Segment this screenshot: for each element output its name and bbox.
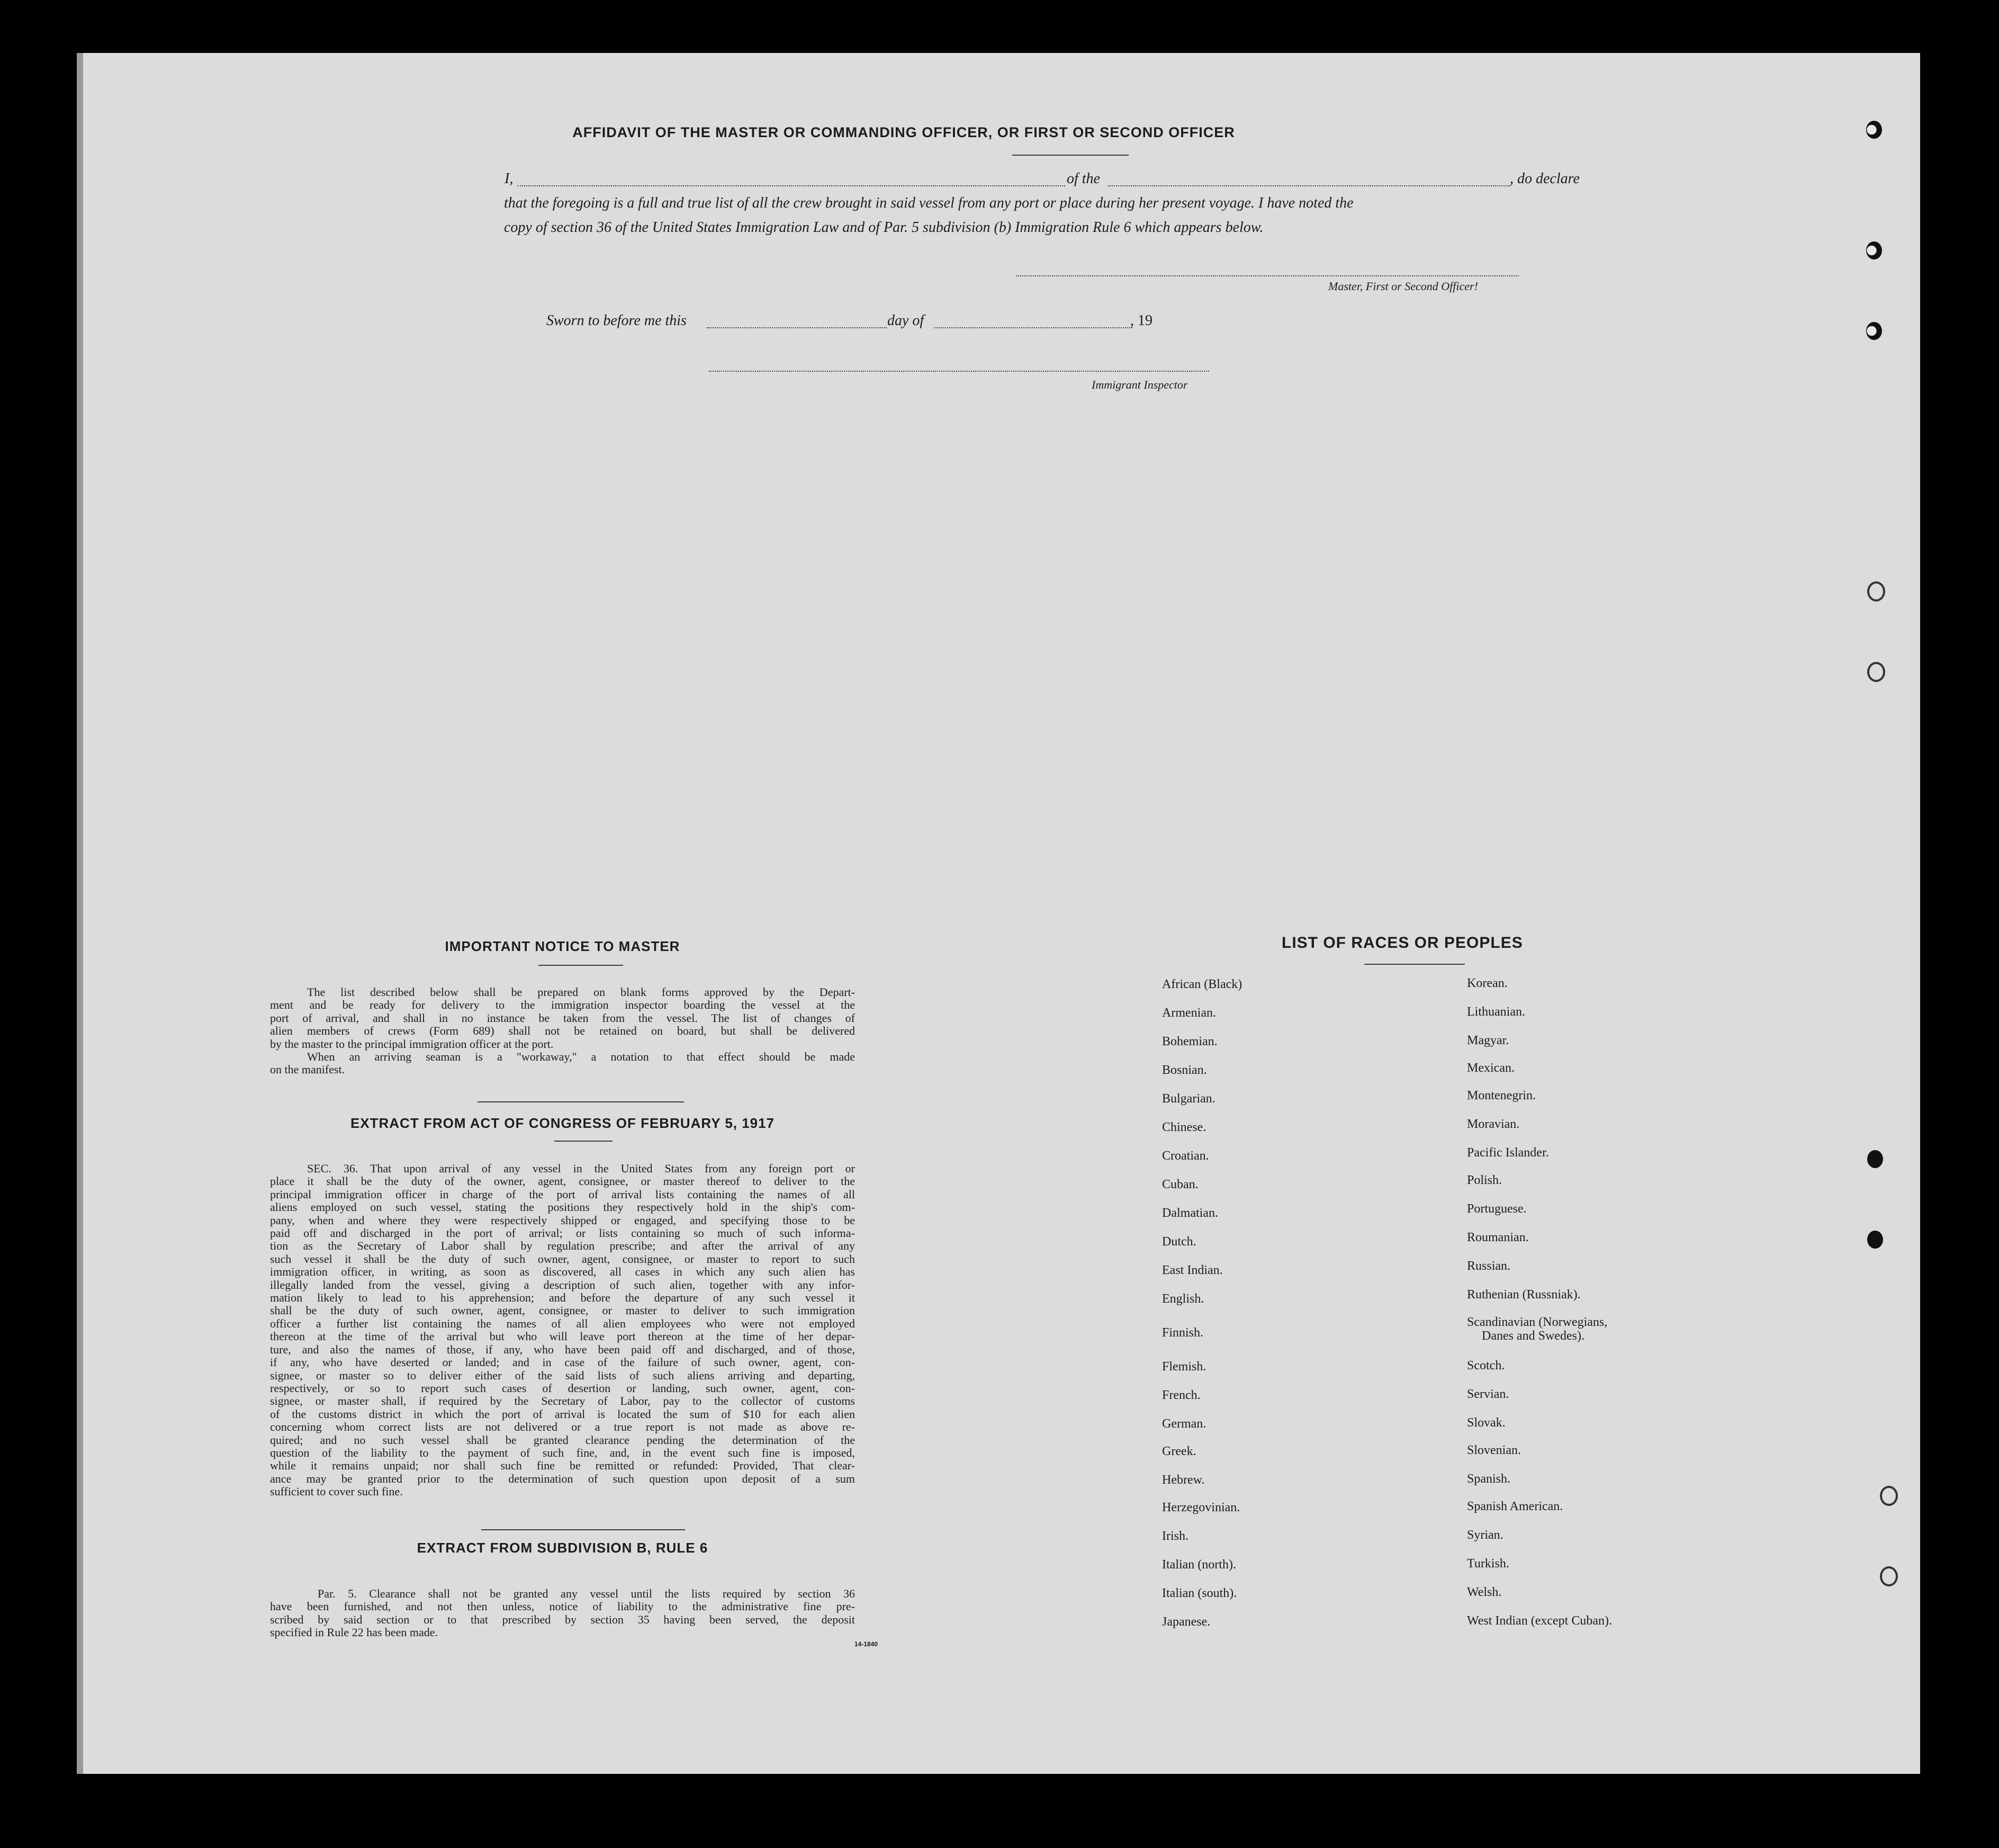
race-item: Chinese.: [1162, 1120, 1206, 1134]
act-line: mation likely to lead to his apprehension; and before the departure of any such vessel it: [270, 1291, 855, 1305]
month-blank-line[interactable]: [934, 327, 1132, 328]
race-item: Bulgarian.: [1162, 1092, 1215, 1106]
notice-divider: [478, 1101, 684, 1102]
race-item: Bosnian.: [1162, 1063, 1207, 1077]
form-number: 14-1840: [854, 1640, 878, 1648]
race-item: Lithuanian.: [1467, 1005, 1525, 1019]
act-line: respectively, or so to report such cases of desertion or landing, such owner, agent, con-: [270, 1381, 855, 1395]
race-item: Cuban.: [1162, 1178, 1199, 1191]
race-item: Italian (south).: [1162, 1586, 1237, 1600]
punch-hole-icon: [1866, 322, 1882, 340]
act-line: signee, or master shall, if required by the Secretary of Labor, pay to the collector of customs: [270, 1394, 855, 1408]
act-line: principal immigration officer in charge of the port of arrival lists containing the names of all: [270, 1187, 855, 1201]
race-item: Montenegrin.: [1467, 1089, 1536, 1102]
notice-line: ment and be ready for delivery to the immigration inspector boarding the vessel at the: [270, 998, 855, 1012]
act-title-underline: [554, 1141, 613, 1142]
act-line: concerning whom correct lists are not delivered or a true report is not made as above re-: [270, 1420, 855, 1434]
notice-line: by the master to the principal immigration officer at the port.: [270, 1037, 554, 1051]
race-item: Russian.: [1467, 1259, 1511, 1273]
notice-title-underline: [538, 965, 623, 966]
race-item: Finnish.: [1162, 1326, 1204, 1340]
rule-line: specified in Rule 22 has been made.: [270, 1626, 438, 1639]
race-item: Scotch.: [1467, 1359, 1505, 1372]
race-item: Herzegovinian.: [1162, 1501, 1240, 1514]
act-line: such vessel it shall be the duty of such owner, agent, consignee, or master to report to such: [270, 1252, 855, 1266]
race-item: Pacific Islander.: [1467, 1146, 1549, 1160]
year-label: , 19: [1130, 312, 1152, 329]
race-item: Bohemian.: [1162, 1035, 1218, 1048]
race-item: Ruthenian (Russniak).: [1467, 1288, 1581, 1302]
race-item: Polish.: [1467, 1173, 1502, 1187]
race-item: Flemish.: [1162, 1360, 1206, 1374]
affidavit-i-label: I,: [505, 171, 514, 187]
race-item: Dutch.: [1162, 1235, 1196, 1249]
punch-hole-icon: [1867, 1231, 1883, 1249]
inspector-signature-line[interactable]: [709, 371, 1209, 372]
race-item: French.: [1162, 1388, 1201, 1402]
punch-hole-icon: [1866, 241, 1882, 259]
punch-hole-icon: [1867, 581, 1885, 602]
act-line: illegally landed from the vessel, giving a description of such alien, together with any infor-: [270, 1278, 855, 1291]
race-item: Croatian.: [1162, 1149, 1209, 1163]
race-item: Dalmatian.: [1162, 1206, 1218, 1220]
race-item: Servian.: [1467, 1387, 1509, 1401]
race-item: Welsh.: [1467, 1585, 1502, 1599]
race-item: Roumanian.: [1467, 1231, 1529, 1244]
race-item: Slovak.: [1467, 1416, 1506, 1430]
act-line: quired; and no such vessel shall be granted clearance pending the determination of the: [270, 1433, 855, 1447]
sworn-day-blank[interactable]: [707, 327, 887, 328]
act-line: shall be the duty of such owner, agent, consignee, or master to deliver to such immigration: [270, 1304, 855, 1317]
race-item: Italian (north).: [1162, 1558, 1236, 1572]
race-item: Spanish American.: [1467, 1500, 1563, 1513]
vessel-blank-line[interactable]: [1108, 185, 1510, 186]
act-line: ance may be granted prior to the determination of such question upon deposit of a sum: [270, 1472, 855, 1485]
act-line: place it shall be the duty of the owner, agent, consignee, or master thereof to deliver to the: [270, 1174, 855, 1188]
act-divider: [481, 1529, 685, 1530]
act-line: SEC. 36. That upon arrival of any vessel in the United States from any foreign port or: [307, 1162, 855, 1175]
race-item: Moravian.: [1467, 1117, 1520, 1131]
race-item: Irish.: [1162, 1529, 1188, 1543]
title-underline: [1012, 155, 1129, 156]
act-title: EXTRACT FROM ACT OF CONGRESS OF FEBRUARY 5, 1917: [350, 1115, 775, 1131]
notice-line: on the manifest.: [270, 1063, 345, 1076]
race-item: Greek.: [1162, 1445, 1196, 1458]
act-line: paid off and discharged in the port of arrival; or lists containing so much of such informa-: [270, 1226, 855, 1240]
race-item: West Indian (except Cuban).: [1467, 1614, 1612, 1628]
inspector-caption: Immigrant Inspector: [1092, 378, 1188, 391]
affidavit-title: AFFIDAVIT OF THE MASTER OR COMMANDING OFFICER, OR FIRST OR SECOND OFFICER: [572, 124, 1235, 140]
act-line: if any, who have deserted or landed; and in case of the failure of such owner, agent, con-: [270, 1356, 855, 1369]
act-line: officer a further list containing the names of all alien employees who were not employed: [270, 1316, 855, 1330]
punch-hole-icon: [1866, 121, 1882, 139]
race-item: Mexican.: [1467, 1061, 1515, 1075]
notice-body: [270, 986, 855, 1076]
punch-hole-icon: [1880, 1486, 1898, 1506]
act-line: while it remains unpaid; nor shall such fine be remitted or refunded: Provided, That clear-: [270, 1459, 855, 1473]
race-item: Japanese.: [1162, 1615, 1211, 1629]
notice-line: The list described below shall be prepared on blank forms approved by the Depart-: [307, 985, 855, 999]
race-item: Korean.: [1467, 976, 1508, 990]
races-title-underline: [1364, 964, 1465, 965]
race-item: German.: [1162, 1417, 1206, 1431]
race-item: Turkish.: [1467, 1557, 1509, 1571]
races-title: LIST OF RACES OR PEOPLES: [1282, 934, 1523, 952]
race-item: Syrian.: [1467, 1528, 1503, 1542]
race-item: Danes and Swedes).: [1482, 1329, 1584, 1343]
act-line: of the customs district in which the port of arrival is located the sum of $10 for each alien: [270, 1407, 855, 1421]
act-line: aliens employed on such vessel, stating the positions they respectively hold in the ship's com-: [270, 1200, 855, 1214]
notice-line: When an arriving seaman is a "workaway," a notation to that effect should be made: [307, 1050, 855, 1064]
act-line: pany, when and where they were respectively shipped or engaged, and specifying those to be: [270, 1213, 855, 1227]
rule-line: have been furnished, and not then unless, notice of liability to the administrative fine pre-: [270, 1600, 855, 1613]
act-line: sufficient to cover such fine.: [270, 1485, 403, 1499]
rule-line: Par. 5. Clearance shall not be granted any vessel until the lists required by section 36: [318, 1587, 855, 1600]
race-item: East Indian.: [1162, 1263, 1223, 1277]
race-item: Hebrew.: [1162, 1473, 1205, 1487]
rule-title: EXTRACT FROM SUBDIVISION B, RULE 6: [417, 1540, 708, 1556]
race-item: Armenian.: [1162, 1006, 1216, 1020]
affidavit-line-3: copy of section 36 of the United States Immigration Law and of Par. 5 subdivision (b) Immigration Rule 6 which appears below.: [504, 219, 1264, 236]
officer-signature-caption: Master, First or Second Officer!: [1328, 280, 1478, 293]
act-line: thereon at the time of the arrival but who will leave port thereon at the time of her depar-: [270, 1330, 855, 1343]
race-item: Slovenian.: [1467, 1443, 1521, 1457]
notice-line: alien members of crews (Form 689) shall not be retained on board, but shall be delivered: [270, 1024, 855, 1038]
race-item: Portuguese.: [1467, 1202, 1527, 1216]
day-of-label: day of: [887, 312, 924, 329]
notice-title: IMPORTANT NOTICE TO MASTER: [445, 938, 680, 954]
race-item: Scandinavian (Norwegians,: [1467, 1315, 1608, 1329]
act-line: signee, or master so to deliver either of the said lists of such aliens arriving and departing,: [270, 1368, 855, 1382]
race-item: African (Black): [1162, 977, 1242, 991]
affidavit-line-2: that the foregoing is a full and true list of all the crew brought in said vessel from any port or place during her present voyage. I have noted the: [504, 195, 1354, 211]
punch-hole-icon: [1880, 1566, 1898, 1586]
act-line: immigration officer, in writing, as soon as discovered, all cases in which any such alien has: [270, 1265, 855, 1279]
affidavit-of-the-label: of the: [1067, 171, 1100, 187]
act-line: question of the liability to the payment of such fine, and, in the event such fine is imposed,: [270, 1446, 855, 1459]
rule-line: scribed by said section or to that prescribed by section 35 having been served, the deposit: [270, 1612, 855, 1626]
act-line: ture, and also the names of those, if any, who have been paid off and discharged, and of those,: [270, 1342, 855, 1356]
sworn-label: Sworn to before me this: [546, 312, 687, 329]
officer-signature-line[interactable]: [1016, 275, 1519, 276]
act-line: tion as the Secretary of Labor shall by regulation prescribe; and after the arrival of any: [270, 1239, 855, 1253]
name-blank-line[interactable]: [517, 185, 1065, 186]
race-item: Spanish.: [1467, 1472, 1511, 1486]
rule-body: [270, 1587, 855, 1639]
race-item: English.: [1162, 1292, 1204, 1306]
race-item: Magyar.: [1467, 1034, 1509, 1047]
document-page: [77, 53, 1920, 1774]
punch-hole-icon: [1867, 662, 1885, 682]
affidavit-declare-label: , do declare: [1510, 171, 1580, 187]
notice-line: port of arrival, and shall in no instance be taken from the vessel. The list of changes of: [270, 1011, 855, 1025]
act-body: [270, 1162, 855, 1499]
punch-hole-icon: [1867, 1150, 1883, 1168]
